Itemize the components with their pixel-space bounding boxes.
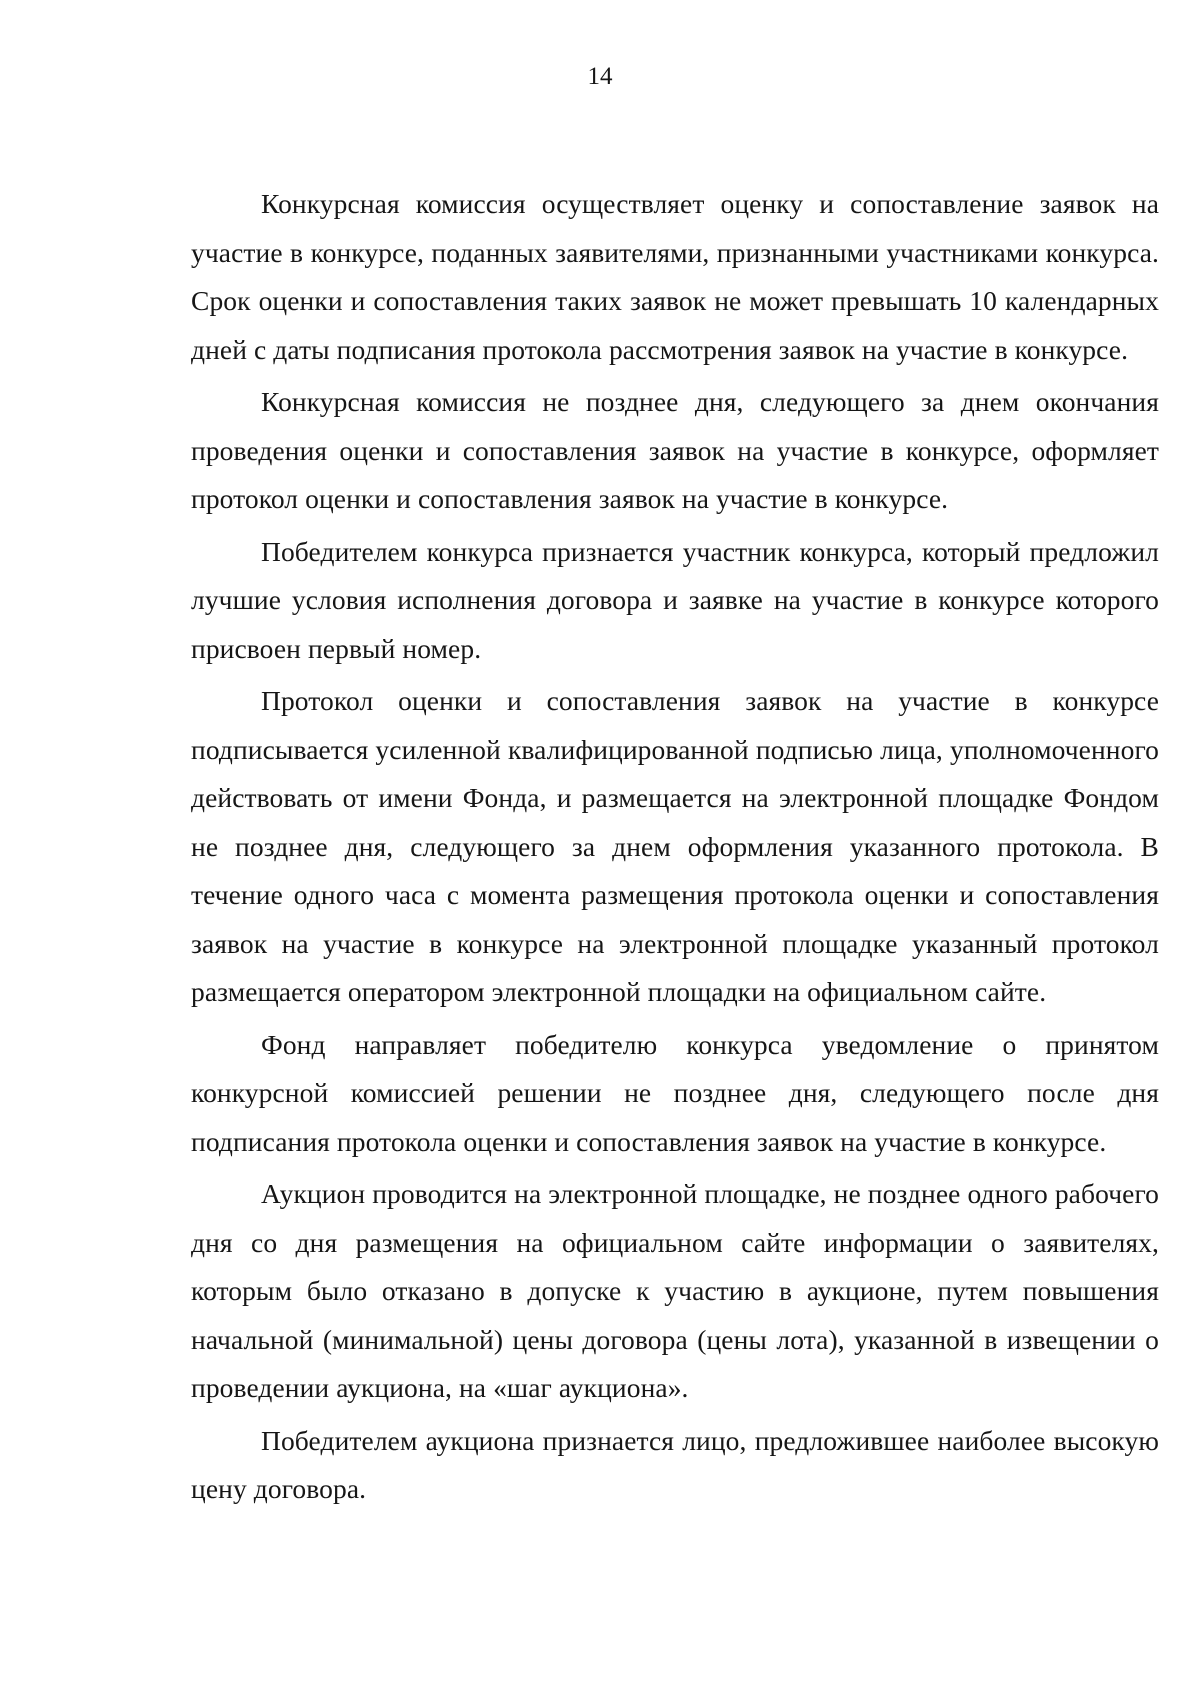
page-number: 14 [587, 63, 613, 90]
paragraph-contest-winner: Победителем конкурса признается участник конкурса, который предложил лучшие условия исполнения договора и заявке на участие в конкурсе которого присвоен первый номер. [191, 535, 1159, 664]
paragraph-winner-notification: Фонд направляет победителю конкурса уведомление о принятом конкурсной комиссией решении не позднее дня, следующего после дня подписания протокола оценки и сопоставления заявок на участие в конкурсе. [191, 1028, 1159, 1157]
document-body [191, 180, 1159, 1514]
paragraph-protocol-signing: Протокол оценки и сопоставления заявок на участие в конкурсе подписывается усиленной квалифицированной подписью лица, уполномоченного действовать от имени Фонда, и размещается на электронной площадке Фондом не позднее дня, следующего за днем оформления указанного протокола. В течение одного часа с момента размещения протокола оценки и сопоставления заявок на участие в конкурсе на электронной площадке указанный протокол размещается оператором электронной площадки на официальном сайте. [191, 685, 1159, 1007]
paragraph-evaluation-protocol: Конкурсная комиссия не позднее дня, следующего за днем окончания проведения оценки и сопоставления заявок на участие в конкурсе, оформляет протокол оценки и сопоставления заявок на участие в конкурсе. [191, 386, 1159, 514]
paragraph-auction-winner: Победителем аукциона признается лицо, предложившее наиболее высокую цену договора. [191, 1424, 1159, 1504]
paragraph-auction-procedure: Аукцион проводится на электронной площадке, не позднее одного рабочего дня со дня размещения на официальном сайте информации о заявителях, которым было отказано в допуске к участию в аукционе, путем повышения начальной (минимальной) цены договора (цены лота), указанной в извещении о проведении аукциона, на «шаг аукциона». [191, 1178, 1159, 1403]
paragraph-evaluation-term: Конкурсная комиссия осуществляет оценку и сопоставление заявок на участие в конкурсе, поданных заявителями, признанными участниками конкурса. Срок оценки и сопоставления таких заявок не может превышать 10 календарных дней с даты подписания протокола рассмотрения заявок на участие в конкурсе. [191, 188, 1159, 365]
